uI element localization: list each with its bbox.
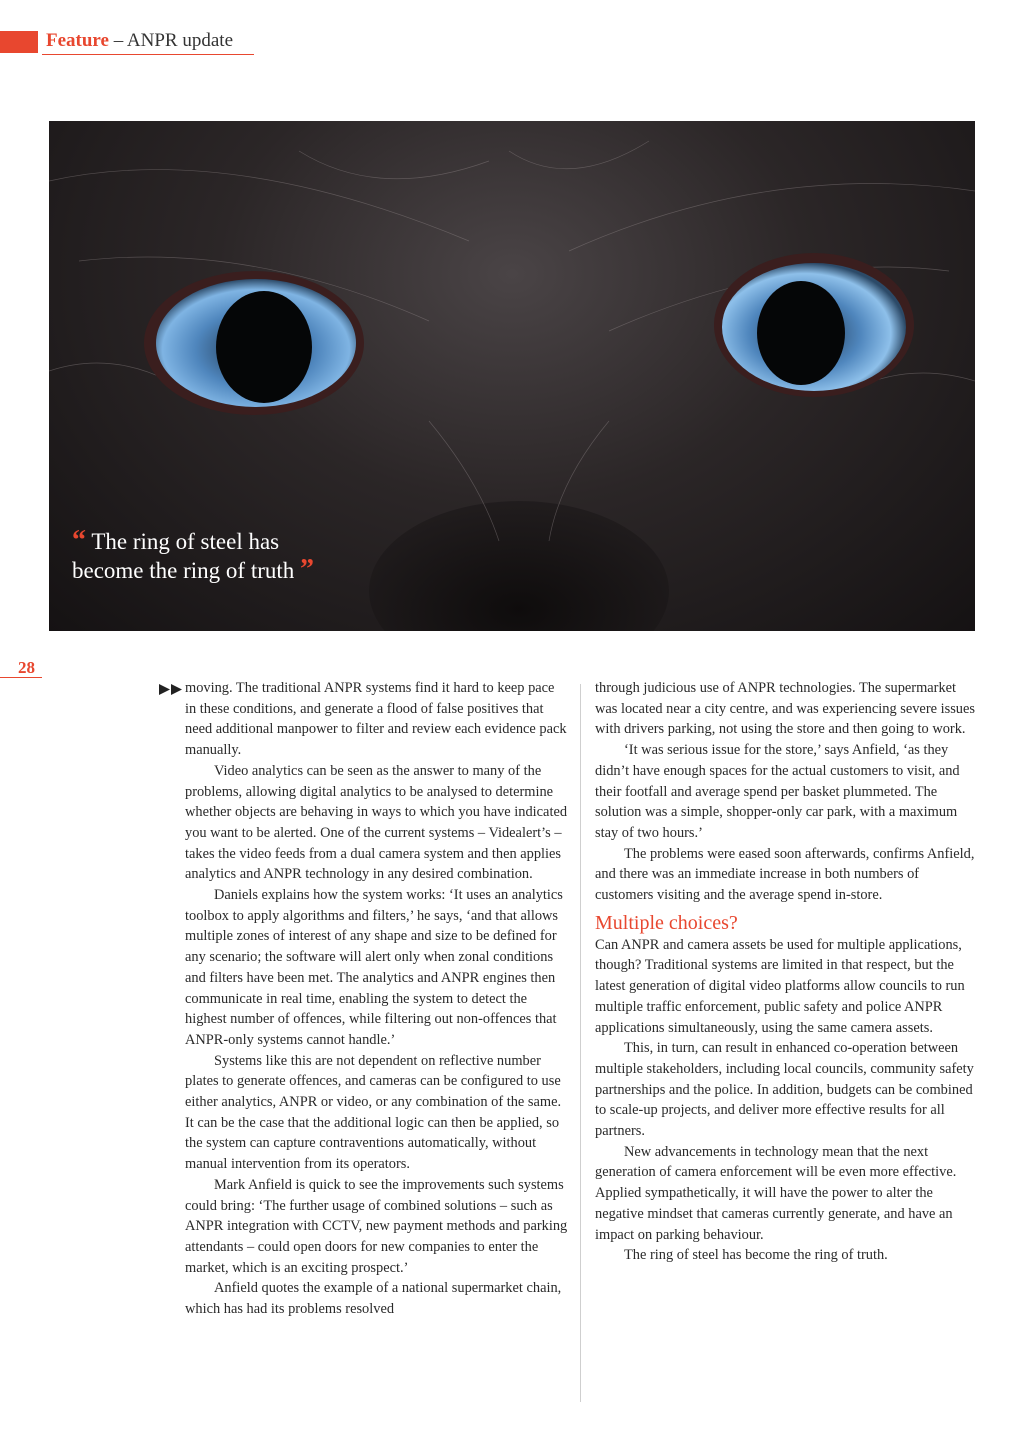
paragraph: Mark Anfield is quick to see the improvements such systems could bring: ‘The further usage of combined solutions – such as ANPR integration with CCTV, new payment methods and parking attendants – could open doors for new companies to enter the market, which is an exciting prospect.’ [185,1176,568,1276]
paragraph: Anfield quotes the example of a national supermarket chain, which has had its problems resolved [185,1280,562,1318]
header-accent-bar [0,31,38,53]
header-separator: – [108,30,127,51]
nose-shadow [369,501,669,631]
paragraph: The ring of steel has become the ring of truth. [624,1247,888,1264]
left-eye-pupil [216,291,312,403]
paragraph: New advancements in technology mean that the next generation of camera enforcement will be even more effective. Applied sympathetically, it will have the power to alter the negative mindset that cameras currently generate, and have an impact on parking behaviour. [595,1143,957,1243]
section-header [46,29,233,53]
paragraph: moving. The traditional ANPR systems find it hard to keep pace in these conditions, and generate a flood of false positives that need additional manpower to filter and review each evidence pack manually. [185,680,567,759]
page-number-rule [0,677,42,678]
paragraph: This, in turn, can result in enhanced co-operation between multiple stakeholders, including local councils, community safety partnerships and the police. In addition, budgets can be combined to scale-up projects, and deliver more effective results for all partners. [595,1040,974,1140]
pull-quote [72,527,332,585]
right-eye-pupil [757,281,845,385]
paragraph: Daniels explains how the system works: ‘It uses an analytics toolbox to apply algorithms and filters,’ he says, ‘and that allows multiple zones of interest of any shape and size to be defined for any scenario; the software will alert only when zonal conditions and filters have been met. The analytics and ANPR engines then communicate in real time, enabling the system to detect the highest number of offences, while filtering out non-offences that ANPR-only systems cannot handle.’ [185,887,563,1048]
subheading: Multiple choices? [595,911,738,934]
section-topic: ANPR update [126,30,233,51]
paragraph: The problems were eased soon afterwards, confirms Anfield, and there was an immediate increase in both numbers of customers visiting and the average spend in-store. [595,845,975,904]
open-quote-mark: “ [72,525,86,556]
pull-quote-text: The ring of steel has become the ring of truth [72,529,295,583]
paragraph: Can ANPR and camera assets be used for multiple applications, though? Traditional systems are limited in that respect, but the latest generation of digital video platforms allow councils to run multiple traffic enforcement, public safety and police ANPR applications simultaneously, using the same camera assets. [595,936,965,1036]
column-divider [580,684,581,1402]
header-underline [42,54,254,55]
paragraph: ‘It was serious issue for the store,’ says Anfield, ‘as they didn’t have enough spaces for the actual customers to visit, and their footfall and average spend per basket plummeted. The solution was a simple, shopper-only car park, with a maximum stay of two hours.’ [595,742,960,841]
close-quote-mark: ” [300,554,315,585]
fast-forward-icon [159,684,183,695]
hero-image [49,121,975,631]
section-kicker: Feature [46,30,109,51]
body-column-right [595,678,980,1266]
paragraph: through judicious use of ANPR technologies. The supermarket was located near a city centre, and was experiencing severe issues with drivers parking, not using the store and then going to work. [595,680,975,738]
body-column-left [185,678,569,1320]
page-number: 28 [18,658,35,677]
paragraph: Video analytics can be seen as the answer to many of the problems, allowing digital analytics to be analysed to determine whether objects are behaving in ways to which you have indicated you want to be alerted. One of the current systems – Videalert’s – takes the video feeds from a dual camera system and then applies analytics and ANPR technology in any desired combination. [185,762,568,883]
paragraph: Systems like this are not dependent on reflective number plates to generate offences, and cameras can be configured to use either analytics, ANPR or video, or any combination of the same. It can be the case that the additional logic can then be applied, so the system can capture contraventions automatically, without manual intervention from its operators. [185,1052,562,1173]
